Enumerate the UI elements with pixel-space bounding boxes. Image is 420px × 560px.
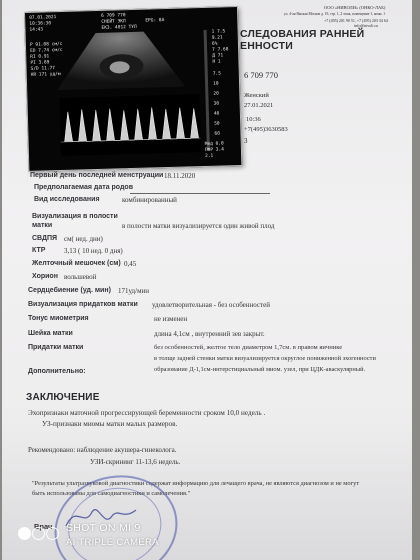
cervix-label: Шейка матки bbox=[28, 330, 73, 337]
patient-gender: Женский bbox=[244, 92, 269, 99]
patient-id: 6 709 770 bbox=[244, 70, 278, 80]
conclusion-line-2: УЗ-признаки миомы матки малых размеров. bbox=[42, 420, 178, 428]
watermark-dot-3 bbox=[46, 527, 59, 540]
disclaimer-line-2: быть использованы для самодиагностики и самолечения." bbox=[32, 490, 191, 497]
conclusion-line-1: Эхопризнаки маточной прогрессирующей беременности сроком 10,0 недель . bbox=[28, 409, 266, 417]
exam-type-label: Вид исследования bbox=[34, 196, 100, 203]
lmp-value: 18.11.2020 bbox=[164, 172, 196, 180]
org-email: info@nivoli.ru bbox=[354, 23, 378, 28]
us-br-1: Мед 0.0 bbox=[204, 141, 224, 148]
us-scale-1: 7.5 bbox=[212, 71, 222, 77]
us-counter: 14:43 bbox=[29, 27, 44, 33]
patient-extra: 3 bbox=[244, 137, 248, 145]
ktr-label: КТР bbox=[32, 247, 46, 254]
recommendation-1: Рекомендовано: наблюдение акушера-гинеколога. bbox=[28, 446, 177, 454]
us-stat-sd: S/D 11.77 bbox=[30, 66, 56, 72]
us-stat-ri: RI 0.91 bbox=[30, 54, 50, 60]
us-right-2: 9.21 bbox=[211, 35, 223, 41]
us-right-3: 6% bbox=[211, 41, 218, 47]
exam-type-value: комбинированный bbox=[122, 196, 177, 204]
recommendation-2: УЗИ-скрининг 11-13,6 недель. bbox=[90, 458, 181, 466]
exam-date: 27.01.2021 bbox=[244, 102, 274, 109]
us-date: 07.01.2021 bbox=[29, 15, 57, 21]
chorion-value: вольшевой bbox=[64, 273, 97, 281]
doctor-label: Врач bbox=[34, 522, 53, 531]
us-probe: ЕКЗ. 4012 ТУЛ bbox=[101, 24, 137, 31]
exam-time: 10:36 bbox=[246, 116, 261, 123]
us-br-3: 2.1 bbox=[205, 153, 214, 159]
us-scale-2: 10 bbox=[213, 81, 219, 87]
org-phone: +7 (495) 201 90 51, +7 (495) 203 34 64 bbox=[324, 18, 388, 23]
report-title-line-1: СЛЕДОВАНИЯ РАННЕЙ bbox=[240, 28, 365, 40]
visual-value: в полости матки визуализируется один живой плод bbox=[122, 222, 275, 230]
us-time: 10:36:30 bbox=[29, 21, 52, 27]
ultrasound-printout bbox=[24, 6, 242, 172]
us-right-1: 1 7.5 bbox=[211, 29, 226, 35]
us-scale-7: 60 bbox=[214, 131, 220, 137]
us-scale-4: 30 bbox=[213, 101, 220, 107]
us-right-4: 7 7.68 bbox=[212, 47, 229, 53]
chorion-label: Хорион bbox=[32, 273, 58, 280]
us-br-2: ПФР 3.4 bbox=[204, 147, 224, 154]
watermark-line-2: AI TRIPLE CAMERA bbox=[66, 537, 159, 548]
appendages-vis-value: удовлетворительная - без особенностей bbox=[152, 301, 270, 309]
document-page bbox=[2, 0, 412, 560]
report-title-line-2: ЕННОСТИ bbox=[240, 40, 294, 52]
us-stat-ed: ED 7.74 см/с bbox=[30, 47, 63, 54]
us-scale-3: 20 bbox=[213, 91, 219, 97]
us-preset: СНЕЙТ ЭКЛ bbox=[101, 19, 126, 25]
tone-value: не изменен bbox=[154, 315, 188, 323]
us-stat-ps: Р 91.08 см/с bbox=[29, 41, 63, 48]
tone-label: Тонус миометрия bbox=[28, 315, 89, 322]
watermark-dot-2 bbox=[32, 527, 45, 540]
org-name: ООО «НИВОЛИ» (ОНКО-ЛАБ) bbox=[324, 5, 386, 10]
appendages-label: Придатки матки bbox=[28, 344, 84, 351]
appendages-vis-label: Визуализация придатков матки bbox=[28, 301, 138, 308]
watermark-line-1: SHOT ON MI 9 bbox=[66, 522, 141, 534]
heartbeat-value: 171уд/мин bbox=[118, 287, 149, 295]
cervix-value: длина 4,1см , внутренний зев закрыт. bbox=[154, 330, 265, 338]
us-scale-6: 50 bbox=[214, 121, 220, 127]
additional-label: Дополнительно: bbox=[28, 368, 86, 375]
svdpya-value: см( нед. дни) bbox=[64, 235, 103, 243]
camera-watermark bbox=[10, 520, 170, 556]
us-right-5: Д 71 bbox=[212, 53, 224, 59]
appendages-value-1: без особенностей, желтое тело диаметром 1,7см. в правом яичнике bbox=[154, 344, 343, 351]
conclusion-heading: ЗАКЛЮЧЕНИЕ bbox=[26, 392, 100, 403]
us-mode: EPG: 8A bbox=[145, 18, 165, 24]
us-stat-hr: HR 171 уд/м bbox=[30, 72, 61, 78]
lmp-label: Первый день последней менструации bbox=[30, 172, 164, 179]
visual-label-1: Визуализация в полости bbox=[32, 213, 118, 220]
patient-phone: +7(495)3630583 bbox=[244, 126, 288, 133]
ktr-value: 3,13 ( 10 нед. 0 дня) bbox=[64, 247, 123, 255]
disclaimer-line-1: "Результаты ультразвуковой диагностики содержат информацию для лечащего врача, не являются диагнозом и не могут bbox=[32, 480, 360, 487]
additional-value-2: образование Д-1,1см-интерстициальный миом. узел, при ЦДК-аваскулярный. bbox=[154, 366, 366, 373]
watermark-dot-1 bbox=[18, 527, 31, 540]
yolk-value: 0,45 bbox=[124, 260, 137, 268]
edd-line bbox=[130, 193, 270, 194]
heartbeat-label: Сердцебиение (уд. мин) bbox=[28, 287, 111, 294]
us-patient-id: 6 709 770 bbox=[101, 13, 126, 19]
svdpya-label: СВДПЯ bbox=[32, 235, 58, 242]
org-address: ул. 4-ая Ямская Москов д. 19, стр. 1, 2 этаж, помещение 1, комн. 1 bbox=[284, 12, 386, 16]
visual-label-2: матки bbox=[32, 222, 53, 229]
us-scale-5: 40 bbox=[213, 111, 220, 117]
additional-value-1: в толще задней стенки матки визуализируется округлое пониженной эхогенности bbox=[154, 355, 376, 362]
yolk-label: Желточный мешочек (см) bbox=[32, 260, 121, 267]
us-right-6: Н 1 bbox=[212, 59, 221, 65]
edd-label: Предполагаемая дата родов bbox=[34, 184, 134, 191]
us-stat-pi: PI 3.89 bbox=[30, 60, 50, 66]
